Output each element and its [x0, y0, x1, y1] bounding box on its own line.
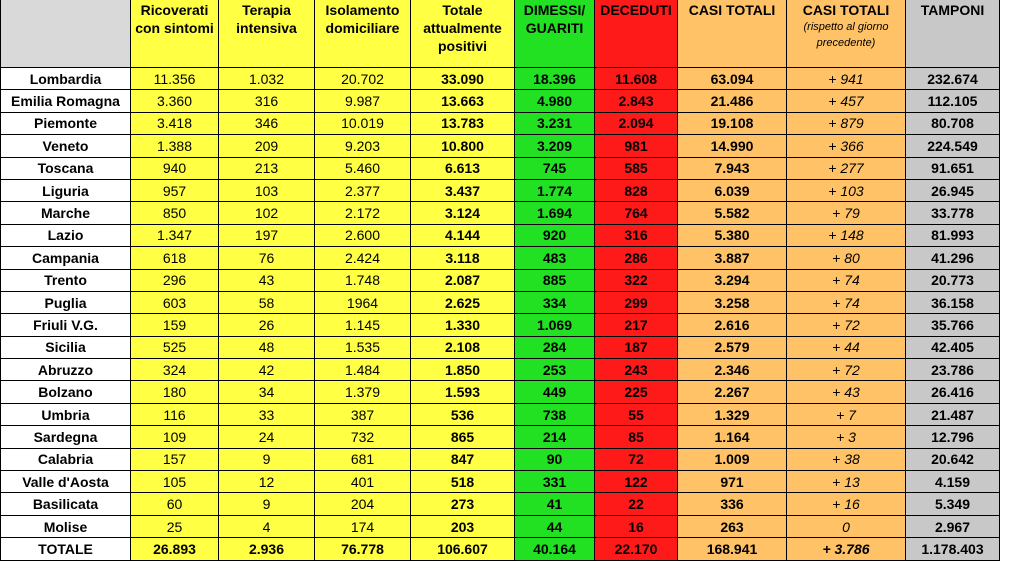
terapia-cell: 58 [219, 291, 315, 313]
guariti-cell: 90 [515, 448, 595, 470]
casi-totali-cell: 63.094 [678, 68, 787, 90]
casi-delta-cell: + 43 [787, 381, 906, 403]
casi-totali-cell: 2.346 [678, 359, 787, 381]
terapia-cell: 209 [219, 135, 315, 157]
isolamento-cell: 5.460 [315, 157, 411, 179]
casi-delta-cell: + 366 [787, 135, 906, 157]
casi-totali-cell: 19.108 [678, 112, 787, 134]
casi-delta-cell: 0 [787, 515, 906, 537]
tamponi-cell: 23.786 [906, 359, 1000, 381]
tamponi-cell: 20.773 [906, 269, 1000, 291]
terapia-cell: 2.936 [219, 538, 315, 560]
table-row [1, 359, 1000, 381]
casi-delta-cell: + 72 [787, 359, 906, 381]
positivi-cell: 3.118 [411, 247, 515, 269]
header-tamponi: TAMPONI [906, 0, 1000, 68]
terapia-cell: 48 [219, 336, 315, 358]
positivi-cell: 865 [411, 426, 515, 448]
deceduti-cell: 299 [595, 291, 678, 313]
deceduti-cell: 85 [595, 426, 678, 448]
region-cell: Bolzano [1, 381, 131, 403]
table-row [1, 291, 1000, 313]
guariti-cell: 920 [515, 224, 595, 246]
table-row [1, 202, 1000, 224]
ricoverati-cell: 957 [131, 179, 219, 201]
deceduti-cell: 585 [595, 157, 678, 179]
deceduti-cell: 316 [595, 224, 678, 246]
positivi-cell: 6.613 [411, 157, 515, 179]
isolamento-cell: 174 [315, 515, 411, 537]
guariti-cell: 885 [515, 269, 595, 291]
casi-delta-cell: + 72 [787, 314, 906, 336]
table-row [1, 224, 1000, 246]
positivi-cell: 13.783 [411, 112, 515, 134]
tamponi-cell: 4.159 [906, 471, 1000, 493]
tamponi-cell: 26.416 [906, 381, 1000, 403]
deceduti-cell: 72 [595, 448, 678, 470]
header-row [1, 0, 1000, 68]
region-cell: Abruzzo [1, 359, 131, 381]
deceduti-cell: 828 [595, 179, 678, 201]
casi-delta-cell: + 38 [787, 448, 906, 470]
region-cell: Marche [1, 202, 131, 224]
header-positivi: Totale attualmente positivi [411, 0, 515, 68]
casi-delta-cell: + 13 [787, 471, 906, 493]
deceduti-cell: 2.843 [595, 90, 678, 112]
deceduti-cell: 2.094 [595, 112, 678, 134]
ricoverati-cell: 25 [131, 515, 219, 537]
table-row [1, 269, 1000, 291]
isolamento-cell: 2.424 [315, 247, 411, 269]
deceduti-cell: 286 [595, 247, 678, 269]
isolamento-cell: 76.778 [315, 538, 411, 560]
ricoverati-cell: 180 [131, 381, 219, 403]
terapia-cell: 33 [219, 403, 315, 425]
isolamento-cell: 2.172 [315, 202, 411, 224]
casi-delta-cell: + 277 [787, 157, 906, 179]
casi-totali-cell: 6.039 [678, 179, 787, 201]
tamponi-cell: 5.349 [906, 493, 1000, 515]
ricoverati-cell: 11.356 [131, 68, 219, 90]
casi-totali-cell: 971 [678, 471, 787, 493]
isolamento-cell: 1.379 [315, 381, 411, 403]
region-cell: Trento [1, 269, 131, 291]
ricoverati-cell: 109 [131, 426, 219, 448]
isolamento-cell: 1964 [315, 291, 411, 313]
ricoverati-cell: 324 [131, 359, 219, 381]
positivi-cell: 2.108 [411, 336, 515, 358]
positivi-cell: 33.090 [411, 68, 515, 90]
terapia-cell: 9 [219, 448, 315, 470]
table-row [1, 179, 1000, 201]
ricoverati-cell: 296 [131, 269, 219, 291]
region-cell: Toscana [1, 157, 131, 179]
casi-delta-cell: + 3.786 [787, 538, 906, 560]
casi-totali-cell: 336 [678, 493, 787, 515]
casi-delta-cell: + 7 [787, 403, 906, 425]
ricoverati-cell: 1.347 [131, 224, 219, 246]
isolamento-cell: 1.748 [315, 269, 411, 291]
isolamento-cell: 401 [315, 471, 411, 493]
tamponi-cell: 12.796 [906, 426, 1000, 448]
ricoverati-cell: 603 [131, 291, 219, 313]
deceduti-cell: 122 [595, 471, 678, 493]
deceduti-cell: 243 [595, 359, 678, 381]
positivi-cell: 203 [411, 515, 515, 537]
isolamento-cell: 1.484 [315, 359, 411, 381]
deceduti-cell: 55 [595, 403, 678, 425]
tamponi-cell: 224.549 [906, 135, 1000, 157]
casi-totali-cell: 14.990 [678, 135, 787, 157]
isolamento-cell: 9.203 [315, 135, 411, 157]
table-row [1, 157, 1000, 179]
terapia-cell: 102 [219, 202, 315, 224]
deceduti-cell: 187 [595, 336, 678, 358]
casi-delta-cell: + 3 [787, 426, 906, 448]
casi-delta-cell: + 148 [787, 224, 906, 246]
casi-totali-cell: 168.941 [678, 538, 787, 560]
guariti-cell: 44 [515, 515, 595, 537]
casi-delta-cell: + 79 [787, 202, 906, 224]
positivi-cell: 13.663 [411, 90, 515, 112]
isolamento-cell: 9.987 [315, 90, 411, 112]
table-row [1, 336, 1000, 358]
deceduti-cell: 322 [595, 269, 678, 291]
header-terapia: Terapia intensiva [219, 0, 315, 68]
header-deceduti: DECEDUTI [595, 0, 678, 68]
ricoverati-cell: 116 [131, 403, 219, 425]
ricoverati-cell: 157 [131, 448, 219, 470]
deceduti-cell: 22.170 [595, 538, 678, 560]
ricoverati-cell: 850 [131, 202, 219, 224]
guariti-cell: 4.980 [515, 90, 595, 112]
table-row [1, 247, 1000, 269]
region-cell: Sicilia [1, 336, 131, 358]
guariti-cell: 331 [515, 471, 595, 493]
casi-delta-cell: + 74 [787, 269, 906, 291]
isolamento-cell: 20.702 [315, 68, 411, 90]
isolamento-cell: 1.145 [315, 314, 411, 336]
positivi-cell: 1.330 [411, 314, 515, 336]
tamponi-cell: 33.778 [906, 202, 1000, 224]
region-cell: Campania [1, 247, 131, 269]
positivi-cell: 1.850 [411, 359, 515, 381]
ricoverati-cell: 3.360 [131, 90, 219, 112]
table-row [1, 403, 1000, 425]
isolamento-cell: 681 [315, 448, 411, 470]
casi-delta-cell: + 941 [787, 68, 906, 90]
header-casi-totali: CASI TOTALI [678, 0, 787, 68]
terapia-cell: 4 [219, 515, 315, 537]
isolamento-cell: 387 [315, 403, 411, 425]
isolamento-cell: 2.377 [315, 179, 411, 201]
casi-delta-cell: + 879 [787, 112, 906, 134]
casi-totali-cell: 1.164 [678, 426, 787, 448]
ricoverati-cell: 618 [131, 247, 219, 269]
terapia-cell: 1.032 [219, 68, 315, 90]
guariti-cell: 3.209 [515, 135, 595, 157]
guariti-cell: 18.396 [515, 68, 595, 90]
guariti-cell: 745 [515, 157, 595, 179]
table-row [1, 381, 1000, 403]
positivi-cell: 847 [411, 448, 515, 470]
total-row [1, 538, 1000, 560]
table-row [1, 314, 1000, 336]
guariti-cell: 1.694 [515, 202, 595, 224]
casi-totali-cell: 3.887 [678, 247, 787, 269]
tamponi-cell: 41.296 [906, 247, 1000, 269]
positivi-cell: 518 [411, 471, 515, 493]
tamponi-cell: 26.945 [906, 179, 1000, 201]
deceduti-cell: 764 [595, 202, 678, 224]
guariti-cell: 284 [515, 336, 595, 358]
casi-totali-cell: 21.486 [678, 90, 787, 112]
table-row [1, 135, 1000, 157]
isolamento-cell: 2.600 [315, 224, 411, 246]
region-cell: TOTALE [1, 538, 131, 560]
terapia-cell: 12 [219, 471, 315, 493]
header-region [1, 0, 131, 68]
casi-totali-cell: 1.329 [678, 403, 787, 425]
tamponi-cell: 112.105 [906, 90, 1000, 112]
terapia-cell: 103 [219, 179, 315, 201]
region-cell: Emilia Romagna [1, 90, 131, 112]
terapia-cell: 43 [219, 269, 315, 291]
table-body [1, 68, 1000, 561]
tamponi-cell: 2.967 [906, 515, 1000, 537]
deceduti-cell: 981 [595, 135, 678, 157]
tamponi-cell: 35.766 [906, 314, 1000, 336]
table-row [1, 90, 1000, 112]
ricoverati-cell: 525 [131, 336, 219, 358]
deceduti-cell: 16 [595, 515, 678, 537]
guariti-cell: 214 [515, 426, 595, 448]
positivi-cell: 536 [411, 403, 515, 425]
guariti-cell: 253 [515, 359, 595, 381]
guariti-cell: 449 [515, 381, 595, 403]
deceduti-cell: 11.608 [595, 68, 678, 90]
ricoverati-cell: 60 [131, 493, 219, 515]
casi-totali-cell: 5.582 [678, 202, 787, 224]
terapia-cell: 42 [219, 359, 315, 381]
casi-totali-cell: 263 [678, 515, 787, 537]
casi-totali-cell: 2.616 [678, 314, 787, 336]
terapia-cell: 76 [219, 247, 315, 269]
positivi-cell: 1.593 [411, 381, 515, 403]
ricoverati-cell: 105 [131, 471, 219, 493]
positivi-cell: 3.124 [411, 202, 515, 224]
terapia-cell: 24 [219, 426, 315, 448]
region-cell: Basilicata [1, 493, 131, 515]
guariti-cell: 1.774 [515, 179, 595, 201]
header-guariti: DIMESSI/ GUARITI [515, 0, 595, 68]
region-cell: Molise [1, 515, 131, 537]
guariti-cell: 1.069 [515, 314, 595, 336]
positivi-cell: 10.800 [411, 135, 515, 157]
ricoverati-cell: 1.388 [131, 135, 219, 157]
tamponi-cell: 91.651 [906, 157, 1000, 179]
tamponi-cell: 36.158 [906, 291, 1000, 313]
positivi-cell: 3.437 [411, 179, 515, 201]
isolamento-cell: 1.535 [315, 336, 411, 358]
casi-delta-cell: + 44 [787, 336, 906, 358]
terapia-cell: 34 [219, 381, 315, 403]
guariti-cell: 483 [515, 247, 595, 269]
tamponi-cell: 81.993 [906, 224, 1000, 246]
ricoverati-cell: 159 [131, 314, 219, 336]
positivi-cell: 2.625 [411, 291, 515, 313]
casi-totali-cell: 3.258 [678, 291, 787, 313]
region-cell: Valle d'Aosta [1, 471, 131, 493]
terapia-cell: 346 [219, 112, 315, 134]
table-row [1, 471, 1000, 493]
casi-delta-cell: + 103 [787, 179, 906, 201]
ricoverati-cell: 940 [131, 157, 219, 179]
terapia-cell: 316 [219, 90, 315, 112]
table-row [1, 448, 1000, 470]
casi-totali-cell: 3.294 [678, 269, 787, 291]
deceduti-cell: 217 [595, 314, 678, 336]
region-cell: Puglia [1, 291, 131, 313]
guariti-cell: 738 [515, 403, 595, 425]
casi-totali-cell: 2.579 [678, 336, 787, 358]
casi-totali-cell: 5.380 [678, 224, 787, 246]
tamponi-cell: 42.405 [906, 336, 1000, 358]
casi-delta-cell: + 80 [787, 247, 906, 269]
guariti-cell: 3.231 [515, 112, 595, 134]
region-cell: Piemonte [1, 112, 131, 134]
tamponi-cell: 1.178.403 [906, 538, 1000, 560]
table-row [1, 112, 1000, 134]
positivi-cell: 273 [411, 493, 515, 515]
ricoverati-cell: 3.418 [131, 112, 219, 134]
header-ricoverati: Ricoverati con sintomi [131, 0, 219, 68]
guariti-cell: 334 [515, 291, 595, 313]
region-cell: Lazio [1, 224, 131, 246]
table-row [1, 493, 1000, 515]
table-row [1, 68, 1000, 90]
region-cell: Lombardia [1, 68, 131, 90]
ricoverati-cell: 26.893 [131, 538, 219, 560]
region-cell: Friuli V.G. [1, 314, 131, 336]
tamponi-cell: 20.642 [906, 448, 1000, 470]
casi-totali-cell: 2.267 [678, 381, 787, 403]
region-cell: Liguria [1, 179, 131, 201]
positivi-cell: 2.087 [411, 269, 515, 291]
isolamento-cell: 204 [315, 493, 411, 515]
terapia-cell: 213 [219, 157, 315, 179]
tamponi-cell: 80.708 [906, 112, 1000, 134]
guariti-cell: 40.164 [515, 538, 595, 560]
terapia-cell: 197 [219, 224, 315, 246]
casi-delta-cell: + 457 [787, 90, 906, 112]
isolamento-cell: 732 [315, 426, 411, 448]
deceduti-cell: 22 [595, 493, 678, 515]
table-row [1, 515, 1000, 537]
region-cell: Sardegna [1, 426, 131, 448]
header-casi-delta-sub: (rispetto al giorno precedente) [803, 21, 889, 49]
tamponi-cell: 21.487 [906, 403, 1000, 425]
casi-totali-cell: 7.943 [678, 157, 787, 179]
header-casi-delta: CASI TOTALI (rispetto al giorno precedente) [787, 0, 906, 68]
tamponi-cell: 232.674 [906, 68, 1000, 90]
guariti-cell: 41 [515, 493, 595, 515]
header-isolamento: Isolamento domiciliare [315, 0, 411, 68]
casi-delta-cell: + 74 [787, 291, 906, 313]
terapia-cell: 9 [219, 493, 315, 515]
terapia-cell: 26 [219, 314, 315, 336]
positivi-cell: 106.607 [411, 538, 515, 560]
region-cell: Calabria [1, 448, 131, 470]
isolamento-cell: 10.019 [315, 112, 411, 134]
table-row [1, 426, 1000, 448]
positivi-cell: 4.144 [411, 224, 515, 246]
casi-delta-cell: + 16 [787, 493, 906, 515]
deceduti-cell: 225 [595, 381, 678, 403]
region-cell: Veneto [1, 135, 131, 157]
casi-totali-cell: 1.009 [678, 448, 787, 470]
region-cell: Umbria [1, 403, 131, 425]
